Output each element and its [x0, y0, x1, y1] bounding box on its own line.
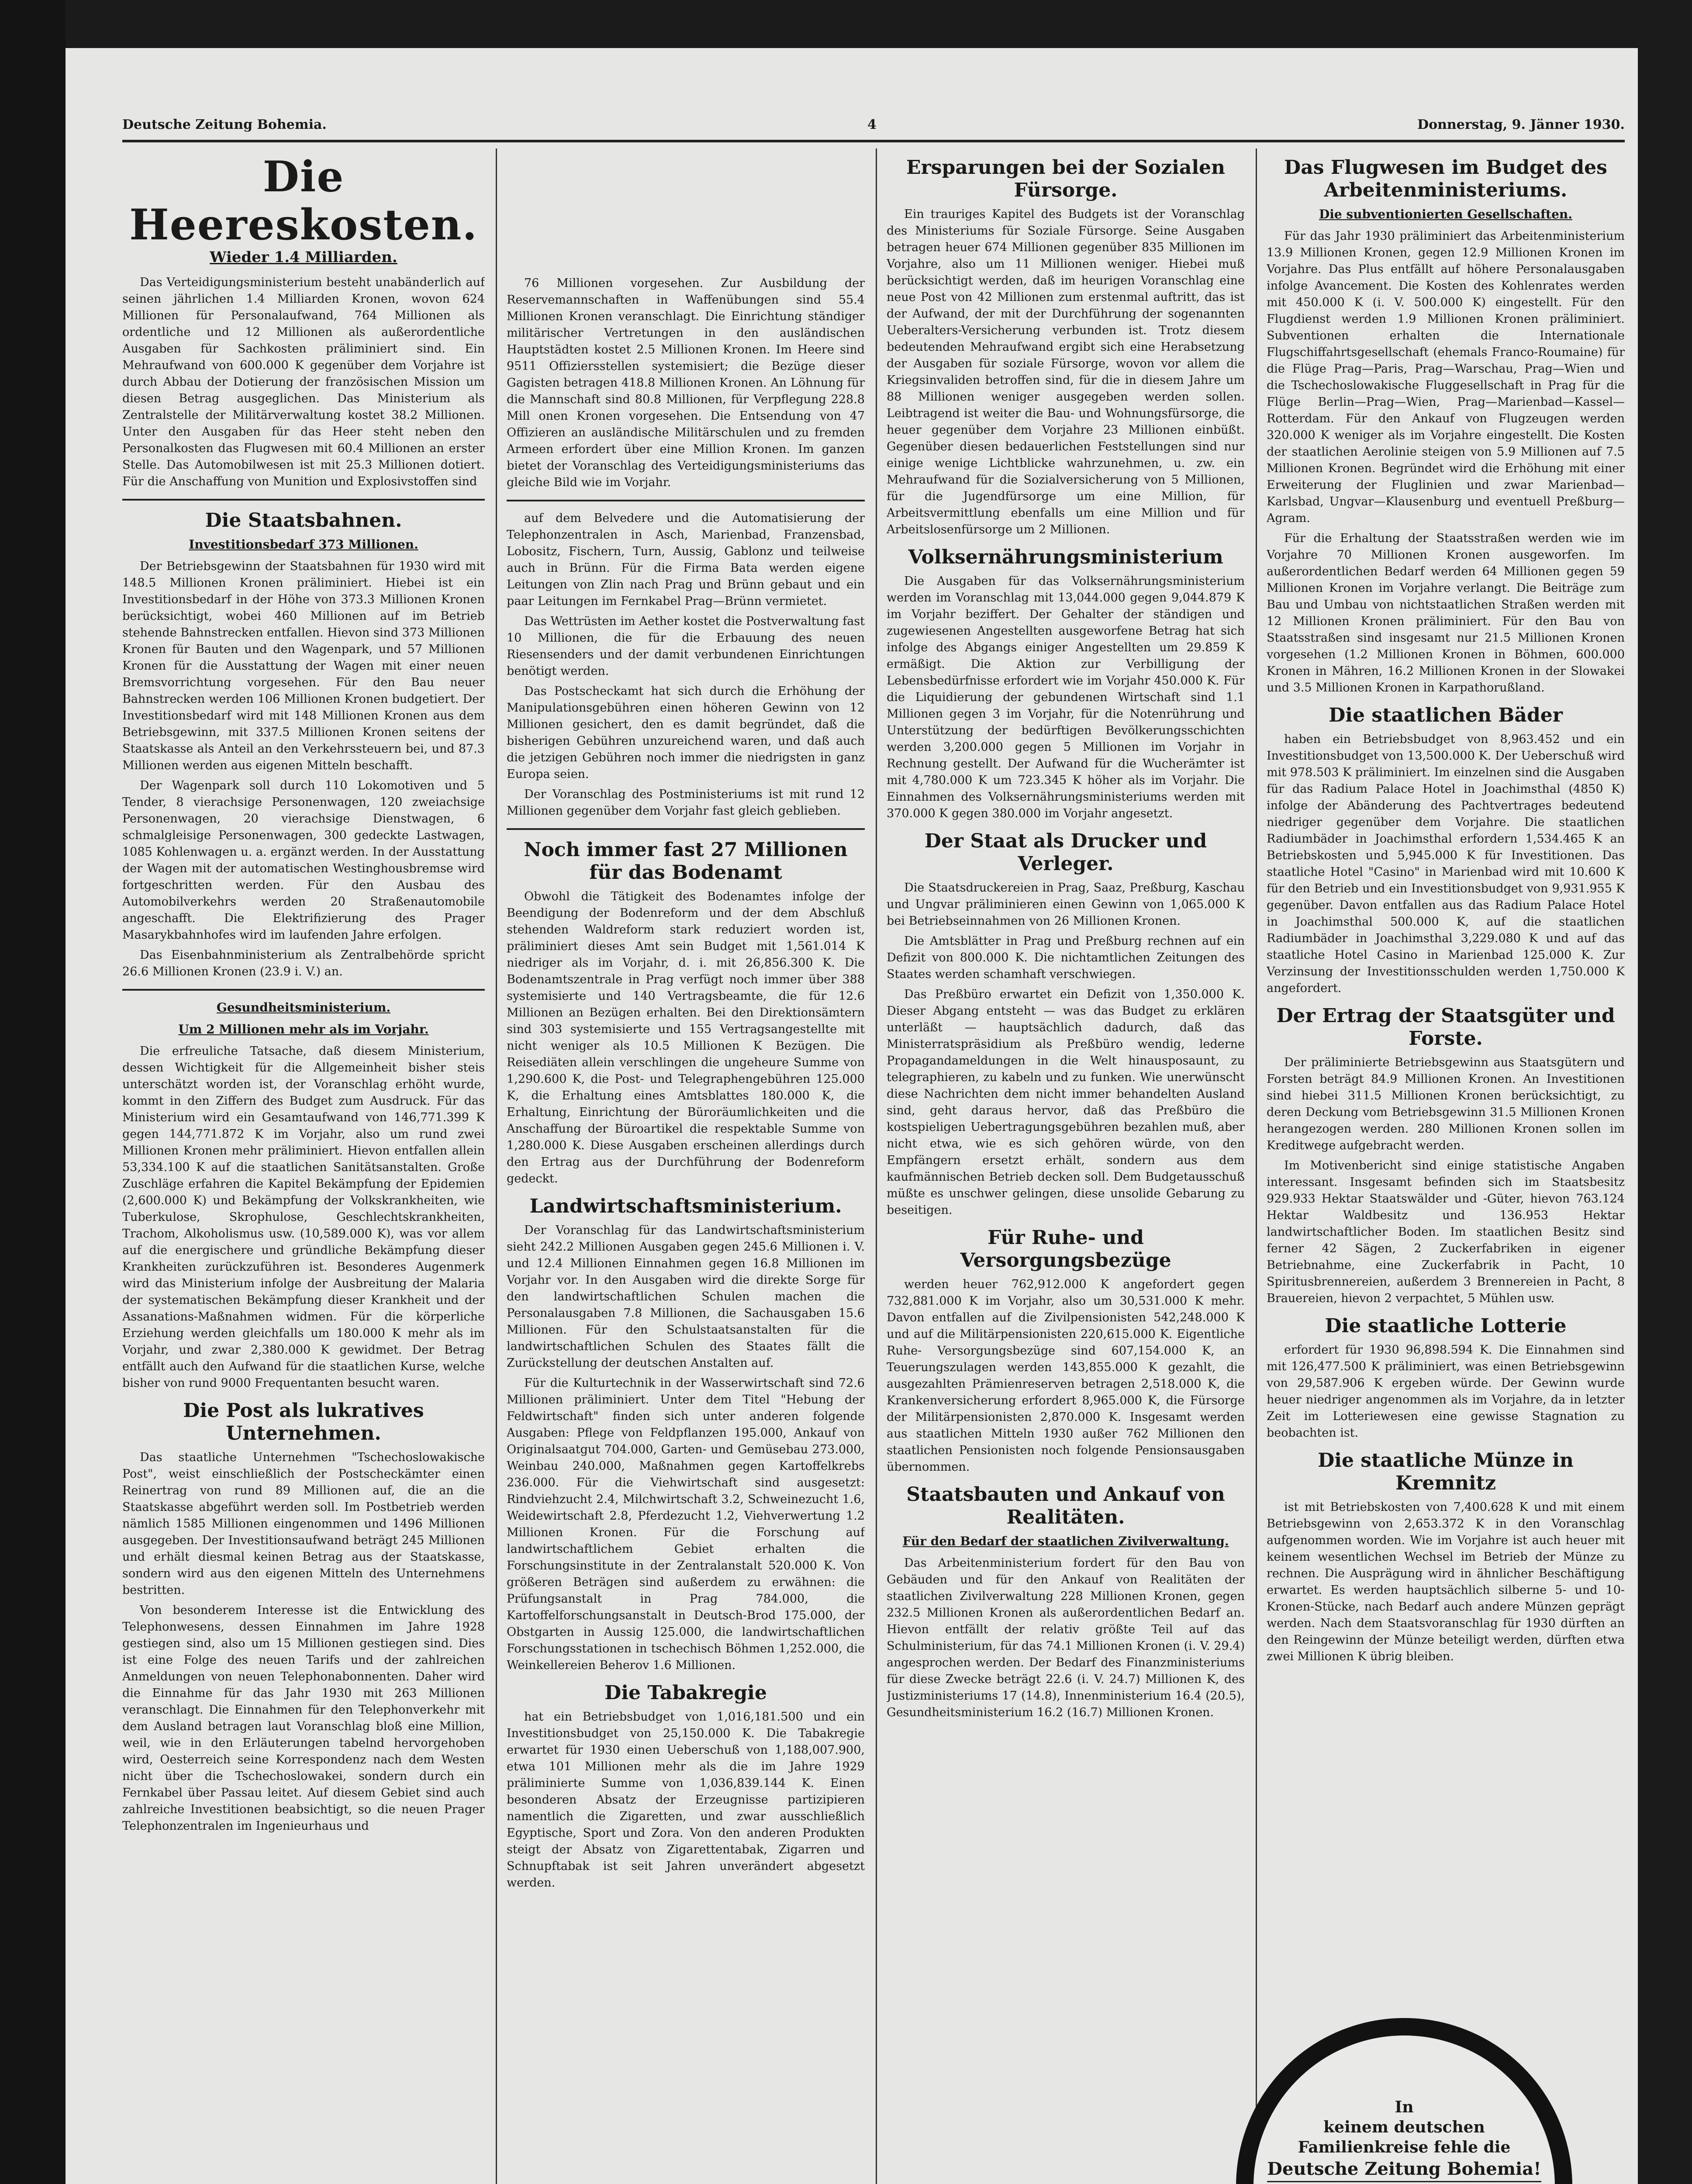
paragraph: erfordert für 1930 96,898.594 K. Die Einnahmen sind mit 126,477.500 K präliminiert, was einen Betriebsgewinn von 29,587.906 K ergeben würde. Der Gewinn wurde heuer niedriger angenommen als im Vorjahre, da in letzter Zeit im Lotteriewesen eine gewisse Stagnation zu beobachten ist.: [1267, 1343, 1625, 1440]
paragraph: ist mit Betriebskosten von 7,400.628 K und mit einem Betriebsgewinn von 2,653.372 K in den Voranschlag aufgenommen worden. Wie im Vorjahre ist auch heuer mit keinem wesentlichen Wechsel im Betrieb der Münze zu rechnen. Die Ausprägung wird in ähnlicher Beschäftigung erwartet. Es werden hauptsächlich silberne 5- und 10-Kronen-Stücke, nach Bedarf auch andere Münzen geprägt werden. Nach dem Staatsvoranschlag für 1930 dürften an den Reingewinn der Münze beteiligt werden, dürften etwa zwei Millionen K übrig bleiben.: [1267, 1500, 1625, 1663]
column-2: [507, 275, 865, 2184]
article-subtitle-flugwesen: Die subventionierten Gesellschaften.: [1319, 207, 1573, 221]
section-divider: [122, 499, 485, 501]
ad-brand-line: Deutsche Zeitung Bohemia!: [1267, 2157, 1541, 2182]
article-title-staatsbauten: Staatsbauten und Ankauf von Realitäten.: [906, 1483, 1225, 1528]
paragraph: 76 Millionen vorgesehen. Zur Ausbildung der Reservemannschaften in Waffenübungen sind 55.4 Millionen Kronen veranschlagt. Die Einrichtung ständiger militärischer Vertretungen in den ausländischen Hauptstädten kostet 2.5 Millionen Kronen. Im Heere sind 9511 Offiziersstellen systemisiert; die Bezüge dieser Gagisten betragen 418.8 Millionen Kronen. An Löhnung für die Mannschaft sind 80.8 Millionen, für Verpflegung 228.8 Mill onen Kronen vorgesehen. Die Entsendung von 47 Offizieren an ausländische Militärschulen und zu fremden Armeen erfordert über eine Million Kronen. Im ganzen bietet der Voranschlag des Verteidigungsministeriums das gleiche Bild wie im Vorjahr.: [507, 276, 865, 489]
column-3: [887, 149, 1245, 2184]
newspaper-page: [66, 48, 1638, 2184]
article-title-landwirtschaft: Landwirtschaftsministerium.: [529, 1195, 842, 1217]
column-4: [1267, 149, 1625, 2057]
paragraph: Der präliminierte Betriebsgewinn aus Staatsgütern und Forsten beträgt 84.9 Millionen Kronen. An Investitionen sind hiebei 311.5 Millionen Kronen berücksichtigt, zu deren Deckung vom Betriebsgewinn 31.5 Millionen Kronen herangezogen werden. 280 Millionen Kronen sollen im Kreditwege aufgebracht werden.: [1267, 1056, 1625, 1152]
article-subtitle-heereskosten: Wieder 1.4 Milliarden.: [210, 249, 397, 266]
ad-line: Familienkreise fehle die: [1298, 2138, 1511, 2156]
paragraph: Die Ausgaben für das Volksernährungsministerium werden im Voranschlag mit 13,044.000 gegen 9,044.879 K im Vorjahr beziffert. Der Gehalter der ständigen und zugewiesenen Angestellten ausgeworfene Betrag hat sich infolge des Abgangs einiger Angestellten um 29.859 K ermäßigt. Die Aktion zur Verbilligung der Lebensbedürfnisse erfordert wie im Vorjahr 450.000 K. Für die Liquidierung der gebundenen Wirtschaft sind 1.1 Millionen gegen 3 im Vorjahr, für die Notenrührung und Unterstützung der bedürftigen Bevölkerungsschichten werden 3,200.000 gegen 5 Millionen im Vorjahr in Rechnung gestellt. Der Aufwand für die Wucherämter ist mit 4,780.000 K um 723.345 K höher als im Vorjahr. Die Einnahmen des Volksernährungsministeriums werden mit 370.000 K gegen 380.000 im Vorjahr angesetzt.: [887, 574, 1245, 820]
article-title-staatsbahnen: Die Staatsbahnen.: [205, 509, 402, 532]
section-divider: [507, 828, 865, 830]
section-divider: [507, 500, 865, 501]
article-title-soziale-fuersorge: Ersparungen bei der Sozialen Fürsorge.: [906, 156, 1226, 201]
ad-line: keinem deutschen: [1323, 2118, 1485, 2136]
paragraph: Im Motivenbericht sind einige statistische Angaben interessant. Insgesamt befinden sich im Staatsbesitz 929.933 Hektar Staatswälder und -Güter, hievon 763.124 Hektar Waldbesitz und 136.953 Hektar landwirtschaftlicher Boden. Im staatlichen Besitz sind ferner 42 Sägen, 2 Zuckerfabriken in eigener Betriebnahme, eine Zuckerfabrik in Pacht, 10 Spiritusbrennereien, außerdem 3 Brennereien in Pacht, 8 Brauereien, hievon 2 verpachtet, 5 Mühlen usw.: [1267, 1159, 1625, 1305]
article-title-bodenamt: Noch immer fast 27 Millionen für das Bodenamt: [524, 839, 848, 884]
ad-line: In: [1395, 2098, 1414, 2116]
article-title-post: Die Post als lukratives Unternehmen.: [183, 1400, 424, 1444]
paragraph: Der Betriebsgewinn der Staatsbahnen für 1930 wird mit 148.5 Millionen Kronen präliminiert. Hiebei ist ein Investitionsbedarf in der Höhe von 373.3 Millionen Kronen berücksichtigt, wobei 460 Millionen auf im Betrieb stehende Bahnstrecken entfallen. Hievon sind 373 Millionen Kronen für Bauten und den Wagenpark, und 57 Millionen Kronen für die Ausstattung der Wagen mit einer neuen Bremsvorrichtung vorgesehen. Für den Bau neuer Bahnstrecken werden 106 Millionen Kronen budgetiert. Der Investitionsbedarf wird mit 148 Millionen Kronen aus dem Betriebsgewinn, mit 337.5 Millionen Kronen seitens der Staatskasse als Anteil an den Verkehrssteuern bei, und 87.3 Millionen werden aus eigenen Mitteln beschafft.: [122, 560, 485, 772]
article-title-gesundheit: Gesundheitsministerium.: [216, 1000, 391, 1015]
paragraph: Die Staatsdruckereien in Prag, Saaz, Preßburg, Kaschau und Ungvar präliminieren einen Gewinn von 1,065.000 K bei Betriebseinnahmen von 26 Millionen Kronen.: [887, 881, 1245, 928]
article-title-muenze: Die staatliche Münze in Kremnitz: [1318, 1449, 1574, 1494]
paper-name: Deutsche Zeitung Bohemia.: [122, 117, 327, 132]
article-title-lotterie: Die staatliche Lotterie: [1325, 1315, 1567, 1337]
paragraph: auf dem Belvedere und die Automatisierung der Telephonzentralen in Asch, Marienbad, Franzensbad, Lobositz, Fischern, Turn, Aussig, Gablonz und teilweise auch in Brünn. Für die Firma Bata werden eigene Leitungen von Zlin nach Prag und Brünn gebaut und ein paar Leitungen im Fernkabel Prag—Brünn vermietet.: [507, 511, 865, 608]
paragraph: Das Preßbüro erwartet ein Defizit von 1,350.000 K. Dieser Abgang entsteht — was das Budget zu erklären unterläßt — hauptsächlich dadurch, daß das Ministerratspräsidium als Preßbüro wendig, lederne Propagandameldungen in die Welt hinausposaunt, zu telegraphieren, zu kabeln und zu funken. Wie unerwünscht diese Nachrichten dem nicht immer behandelten Ausland sind, geht daraus hervor, daß das Preßbüro die kostspieligen Uebertragungsgebühren bezahlen muß, aber nicht etwa, wie es sich gehören würde, von den Empfängern ersetzt erhält, sondern aus dem kaufmännischen Betrieb decken soll. Dem Budgetausschuß müßte es unschwer gelingen, diese unsolide Gebarung zu beseitigen.: [887, 988, 1245, 1217]
article-title-drucker: Der Staat als Drucker und Verleger.: [924, 830, 1207, 875]
scan-border-left: [0, 0, 66, 2184]
paragraph: Die Amtsblätter in Prag und Preßburg rechnen auf ein Defizit von 800.000 K. Die nichtamtlichen Zeitungen des Staates werden schamhaft verschwiegen.: [887, 934, 1245, 981]
scan-border-top: [0, 0, 1692, 48]
column-rule: [876, 149, 877, 2184]
paragraph: Das Postscheckamt hat sich durch die Erhöhung der Manipulationsgebühren einen höheren Gewinn von 12 Millionen gesichert, den es damit begründet, daß die bisherigen Gebühren unzureichend waren, und daß auch die jetzigen Gebühren noch immer die niedrigsten in ganz Europa seien.: [507, 684, 865, 781]
paragraph: Das staatliche Unternehmen "Tschechoslowakische Post", weist einschließlich der Postscheckämter einen Reinertrag von rund 89 Millionen auf, die an die Staatskasse abgeführt werden soll. Im Postbetrieb werden nämlich 1585 Millionen eingenommen und 1496 Millionen ausgegeben. Der Investitionsaufwand beträgt 245 Millionen und erhält diesmal keinen Betrag aus der Staatskasse, sondern wird aus den eigenen Mitteln des Unternehmens bestritten.: [122, 1451, 485, 1597]
article-subtitle-staatsbahnen: Investitionsbedarf 373 Millionen.: [189, 537, 418, 552]
paragraph: Von besonderem Interesse ist die Entwicklung des Telephonwesens, dessen Einnahmen im Jahre 1928 gestiegen sind, also um 15 Millionen gestiegen sind. Dies ist eine Folge des neuen Tarifs und der zahlreichen Anmeldungen von neuen Telephonabonnenten. Daher wird die Einnahme für das Jahr 1930 mit 263 Millionen veranschlagt. Die Einnahmen für den Telephonverkehr mit dem Ausland betragen laut Voranschlag bloß eine Million, weil, wie in den Erläuterungen tabelnd hervorgehoben wird, Oesterreich seine Korrespondenz nach dem Westen nicht über die Tschechoslowakei, sondern durch ein Fernkabel über Passau leitet. Auf diesem Gebiet sind auch zahlreiche Investitionen beabsichtigt, so die neuen Prager Telephonzentralen im Ingenieurhaus und: [122, 1603, 485, 1833]
page-header: [122, 109, 1625, 142]
issue-date: Donnerstag, 9. Jänner 1930.: [1417, 117, 1625, 132]
paragraph: werden heuer 762,912.000 K angefordert gegen 732,881.000 K im Vorjahr, also um 30,531.000 K mehr. Davon entfallen auf die Zivilpensionisten 542,248.000 K und auf die Militärpensionisten 220,615.000 K. Eigentliche Ruhe- Versorgungsbezüge sind 607,154.000 K, an Teuerungszulagen werden 143,855.000 K gezahlt, die ausgezahlten Prämienreserven betragen 2,518.000 K, die Krankenversicherung erfordert 8,965.000 K, die Fürsorge der Militärpensionisten 2,870.000 K. Insgesamt werden aus staatlichen Mitteln 1930 außer 762 Millionen den staatlichen Pensionisten noch folgende Pensionsausgaben übernommen.: [887, 1278, 1245, 1474]
article-title-ruhebezuege: Für Ruhe- und Versorgungsbezüge: [960, 1227, 1171, 1272]
paragraph: Für die Kulturtechnik in der Wasserwirtschaft sind 72.6 Millionen präliminiert. Unter dem Titel "Hebung der Feldwirtschaft" finden sich unter anderen folgende Ausgaben: Pflege von Feldpflanzen 195.000, Ankauf von Originalsaatgut 704.000, Garten- und Gemüsebau 273.000, Weinbau 240.000, Maßnahmen gegen Kartoffelkrebs 236.000. Für die Viehwirtschaft sind ausgesetzt: Rindviehzucht 2.4, Milchwirtschaft 3.2, Schweinezucht 1.6, Weidewirtschaft 2.8, Pferdezucht 1.2, Viehverwertung 1.2 Millionen Kronen. Für die Forschung auf landwirtschaftlichem Gebiet erhalten die Forschungsinstitute in der Zentralanstalt 520.000 K. Von größeren Beträgen sind außerdem zu erwähnen: die Prüfungsanstalt in Prag 784.000, die Kartoffelforschungsanstalt in Deutsch-Brod 175.000, der Obstgarten in Aussig 125.000, die landwirtschaftlichen Forschungsstationen in tschechisch Böhmen 1,252.000, die Weinkellereien Beherov 1.6 Millionen.: [507, 1376, 865, 1672]
paragraph: Der Voranschlag für das Landwirtschaftsministerium sieht 242.2 Millionen Ausgaben gegen 245.6 Millionen i. V. und 12.4 Millionen Einnahmen gegen 16.8 Millionen im Vorjahr vor. In den Ausgaben wird die direkte Sorge für den landwirtschaftlichen Schulen machen die Personalausgaben 7.8 Millionen, die Sachausgaben 15.6 Millionen. Für den Schulstaatsanstalten für die landwirtschaftlichen Schulen des Staates fällt die Zurückstellung der deutschen Anstalten auf.: [507, 1223, 865, 1370]
scan-border-right: [1638, 0, 1692, 2184]
paragraph: Für die Erhaltung der Staatsstraßen werden wie im Vorjahre 70 Millionen Kronen ausgeworfen. Im außerordentlichen Bedarf werden 64 Millionen gegen 59 Millionen Kronen im Vorjahre verlangt. Die Beiträge zum Bau und Umbau von nichtstaatlichen Straßen werden mit 12 Millionen Kronen präliminiert. Für den Bau von Staatsstraßen sind insgesamt nur 21.5 Millionen Kronen vorgesehen (1.2 Millionen Kronen in Böhmen, 600.000 Kronen in Mähren, 16.2 Millionen Kronen in der Slowakei und 3.5 Millionen Kronen in Karpathorußland.: [1267, 532, 1625, 695]
page-number: 4: [867, 117, 877, 132]
column-rule: [496, 149, 497, 2184]
paragraph: Der Wagenpark soll durch 110 Lokomotiven und 5 Tender, 8 vierachsige Personenwagen, 120 zweiachsige Personenwagen, 20 vierachsige Dienstwagen, 6 schmalgleisige Personenwagen, 300 gedeckte Lastwagen, 1085 Kohlenwagen u. a. ergänzt werden. In der Ausstattung der Wagen mit der automatischen Westinghousbremse wird fortgeschritten werden. Für den Ausbau des Automobilverkehrs werden 20 Straßenautomobile angeschafft. Die Elektrifizierung des Prager Masarykbahnhofes wird im laufenden Jahre erfolgen.: [122, 779, 485, 942]
column-1: [122, 149, 485, 2184]
paragraph: haben ein Betriebsbudget von 8,963.452 und ein Investitionsbudget von 13,500.000 K. Der Ueberschuß wird mit 978.503 K präliminiert. Im einzelnen sind die Ausgaben für das Radium Palace Hotel in Joachimsthal (4850 K) infolge der Abänderung des Pachtvertrages bedeutend niedriger gegenüber dem Vorjahre. Die staatlichen Radiumbäder in Joachimsthal erfordern 1,534.465 K an Betriebskosten und 5,945.000 K für Investitionen. Das staatliche Hotel "Casino" in Marienbad wird mit 10.600 K für den Betrieb und ein Investitionsbudget von 9,931.955 K gegenüber. Davon entfallen aus das Radium Palace Hotel in Joachimsthal 500.000 K, auf die staatlichen Radiumbäder in Joachimsthal 3,229.080 K und auf das staatliche Hotel Casino in Marienbad 125.000 K. Zur Verzinsung der Investitionsschulden werden 1,750.000 K angefordert.: [1267, 733, 1625, 995]
article-subtitle-staatsbauten: Für den Bedarf der staatlichen Zivilverwaltung.: [902, 1534, 1229, 1548]
paragraph: Das Wettrüsten im Aether kostet die Postverwaltung fast 10 Millionen, die für die Erbauung des neuen Riesensenders und der damit verbundenen Einrichtungen benötigt werden.: [507, 615, 865, 678]
article-title-heereskosten: Die Heereskosten.: [129, 152, 478, 249]
article-title-volksernaehrung: Volksernährungsministerium: [908, 546, 1223, 568]
article-title-tabakregie: Die Tabakregie: [604, 1682, 767, 1704]
article-subtitle-gesundheit: Um 2 Millionen mehr als im Vorjahr.: [178, 1022, 429, 1037]
paragraph: Die erfreuliche Tatsache, daß diesem Ministerium, dessen Wichtigkeit für die Allgemeinheit bisher steis unterschätzt worden ist, der Voranschlag erhöht wurde, kommt in den Ziffern des Budget zum Ausdruck. Für das Ministerium wird ein Gesamtaufwand von 146,771.399 K gegen 144,771.872 K im Vorjahr, also um rund zwei Millionen Kronen mehr präliminiert. Hievon entfallen allein 53,334.100 K auf die staatlichen Sanitätsanstalten. Große Zuschläge erfahren die Kapitel Bekämpfung der Epidemien (2,600.000 K) und Bekämpfung der Volkskrankheiten, wie Tuberkulose, Skrophulose, Geschlechtskrankheiten, Trachom, Alkoholismus usw. (10,589.000 K), was vor allem auf die energischere und gründliche Bekämpfung dieser Krankheiten zurückzuführen ist. Besonderes Augenmerk wird das Ministerium infolge der Ausbreitung der Malaria der systematischen Bekämpfung dieser Krankheit und der Assanations-Maßnahmen widmen. Für die körperliche Erziehung werden gleichfalls um 180.000 K mehr als im Vorjahr, und zwar 2,380.000 K gewidmet. Der Betrag entfällt auch den Aufwand für die staatlichen Kurse, welche bisher von rund 9000 Frequentanten besucht waren.: [122, 1044, 485, 1390]
paragraph: Der Voranschlag des Postministeriums ist mit rund 12 Millionen gegenüber dem Vorjahr fast gleich geblieben.: [507, 788, 865, 818]
article-title-baeder: Die staatlichen Bäder: [1329, 704, 1563, 726]
section-divider: [122, 989, 485, 991]
paragraph: Das Arbeitenministerium fordert für den Bau von Gebäuden und für den Ankauf von Realitäten der staatlichen Zivilverwaltung 228 Millionen Kronen, gegen 232.5 Millionen Kronen als außerordentlichen Bedarf an. Hievon entfällt der relativ größte Teil auf das Schulministerium, für das 74.1 Millionen Kronen (i. V. 29.4) angesprochen werden. Der Bedarf des Finanzministeriums für diese Zwecke beträgt 22.6 (i. V. 24.7) Millionen K, des Justizministeriums 17 (14.8), Innenministerium 16.4 (20.5), Gesundheitsministerium 16.2 (16.7) Millionen Kronen.: [887, 1556, 1245, 1719]
paragraph: Das Eisenbahnministerium als Zentralbehörde spricht 26.6 Millionen Kronen (23.9 i. V.) an.: [122, 948, 485, 978]
column-rule: [1256, 149, 1257, 2184]
article-title-forste: Der Ertrag der Staatsgüter und Forste.: [1276, 1005, 1615, 1050]
paragraph: Für das Jahr 1930 präliminiert das Arbeitenministerium 13.9 Millionen Kronen, gegen 12.9 Millionen Kronen im Vorjahre. Das Plus entfällt auf höhere Personalausgaben infolge Avancement. Die Kosten des Kohlenrates werden mit 450.000 K (i. V. 500.000 K) eingestellt. Für den Flugdienst werden 1.9 Millionen Kronen präliminiert. Subventionen erhalten die Internationale Flugschiffahrtsgesellschaft (ehemals Franco-Roumaine) für die Flüge Prag—Paris, Prag—Warschau, Prag—Wien und die Tschechoslowakische Fluggesellschaft in Prag für die Flüge Berlin—Prag—Wien, Prag—Marienbad—Kassel—Rotterdam. Für den Ankauf von Flugzeugen werden 320.000 K weniger als im Vorjahre eingestellt. Die Kosten der staatlichen Aerolinie steigen von 5.9 Millionen auf 7.5 Millionen Kronen. Begründet wird die Erhöhung mit einer Erweiterung der Fluglinien und zwar Marienbad—Karlsbad, Ungvar—Klausenburg und eventuell Preßburg—Agram.: [1267, 229, 1625, 525]
article-title-flugwesen: Das Flugwesen im Budget des Arbeitenministeriums.: [1284, 156, 1607, 201]
paragraph: Das Verteidigungsministerium besteht unabänderlich auf seinen jährlichen 1.4 Milliarden Kronen, wovon 624 Millionen für Personalaufwand, 764 Millionen als ordentliche und 12 Millionen als außerordentliche Ausgaben für Sachkosten präliminiert sind. Ein Mehraufwand von 600.000 K gegenüber dem Vorjahre ist durch Abbau der Dotierung der französischen Mission um diesen Betrag ausgeglichen. Das Ministerium als Zentralstelle der Militärverwaltung kostet 38.2 Millionen. Unter den Ausgaben für das Heer steht neben den Personalkosten das Flugwesen mit 60.4 Millionen an erster Stelle. Das Automobilwesen ist mit 25.3 Millionen dotiert. Für die Anschaffung von Munition und Explosivstoffen sind: [122, 276, 485, 488]
paragraph: hat ein Betriebsbudget von 1,016,181.500 und ein Investitionsbudget von 25,150.000 K. Die Tabakregie erwartet für 1930 einen Ueberschuß von 1,188,007.900, etwa 101 Millionen mehr als die im Jahre 1929 präliminierte Summe von 1,036,839.144 K. Einen besonderen Absatz der Erzeugnisse partizipieren namentlich die Zigaretten, und zwar ausschließlich Egyptische, Sport und Zora. Von den anderen Produkten steigt der Absatz von Zigarettentabak, Zigarren und Schnupftabak ist seit Jahren unverändert abgesetzt werden.: [507, 1710, 865, 1890]
paragraph: Obwohl die Tätigkeit des Bodenamtes infolge der Beendigung der Bodenreform und der dem Abschluß stehenden Waldreform stark reduziert worden ist, präliminiert dieses Amt sein Budget mit 1,561.014 K niedriger als im Vorjahr, d. i. mit 26,856.300 K. Die Bodenamtszentrale in Prag verfügt noch immer über 388 systemisierte und 140 Vertragsbeamte, die für 12.6 Millionen an Bezügen erhalten. Bei den Direktionsämtern sind 303 systemisierte und 155 Vertragsangestellte mit nicht weniger als 10.5 Millionen K Bezügen. Die Reisediäten allein verschlingen die ungeheure Summe von 1,290.600 K, die Post- und Telegraphengebühren 125.000 K, die Erhaltung eines Amtsblattes 180.000 K, die Erhaltung, Einrichtung der Büroräumlichkeiten und die Anschaffung der Büroartikel die respektable Summe von 1,280.000 K. Diese Ausgaben erscheinen allerdings durch den Ertrag aus der Durchführung der Bodenreform gedeckt.: [507, 890, 865, 1185]
paragraph: Ein trauriges Kapitel des Budgets ist der Voranschlag des Ministeriums für Soziale Fürsorge. Seine Ausgaben betragen heuer 674 Millionen gegenüber 835 Millionen im Vorjahre, also um 11 Millionen weniger. Hiebei muß berücksichtigt werden, daß im heurigen Voranschlag eine neue Post von 42 Millionen zum erstenmal auftritt, das ist der Aufwand, der mit der Durchführung der sogenannten Ueberalters-Versicherung verbunden ist. Trotz diesem bedeutenden Mehraufwand ergibt sich eine Herabsetzung der Ausgaben für soziale Fürsorge, wovon vor allem die Kriegsinvaliden betroffen sind, für die in diesem Jahre um 88 Millionen weniger ausgegeben werden sollen. Leibtragend ist weiter die Bau- und Wohnungsfürsorge, die heuer gegenüber dem Vorjahre 23 Millionen einbüßt. Gegenüber diesen bedauerlichen Feststellungen sind nur einige wenige Lichtblicke wahrzunehmen, u. zw. ein Mehraufwand für die Sozialversicherung von 5 Millionen, für die Jugendfürsorge um eine Million, für Arbeitsvermittlung ebenfalls um eine Million und für Arbeitslosenfürsorge um 2 Millionen.: [887, 207, 1245, 536]
